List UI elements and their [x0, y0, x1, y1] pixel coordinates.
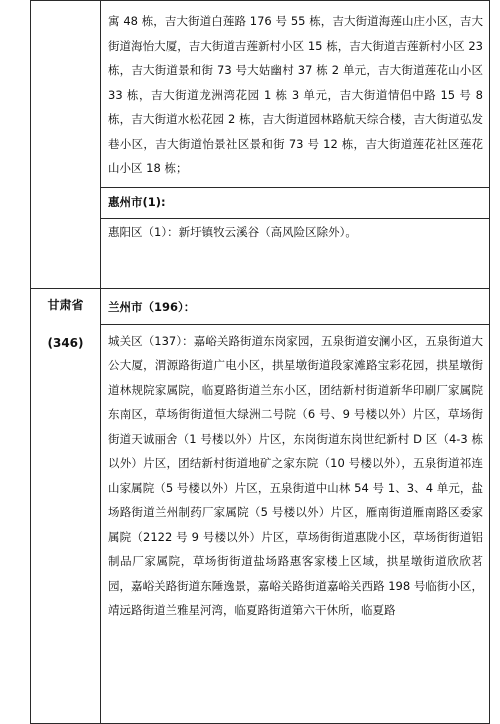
city-divider — [101, 187, 489, 188]
gansu-row — [31, 289, 490, 724]
risk-area-table — [30, 0, 490, 724]
gansu-content-cell — [101, 289, 490, 724]
guangdong-content-cell — [101, 1, 490, 289]
province-count: (346) — [47, 336, 84, 350]
province-cell-empty — [31, 1, 101, 289]
huizhou-city-label: 惠州市(1): — [108, 194, 166, 209]
city-divider — [101, 324, 489, 325]
city-divider — [101, 218, 489, 219]
lanzhou-city-label: 兰州市（196）： — [108, 300, 196, 314]
zhuhai-paragraph: 寓 48 栋，吉大街道白莲路 176 号 55 栋，吉大街道海莲山庄小区，吉大街道海怡大厦，吉大街道吉莲新村小区 15 栋，吉大街道吉莲新村小区 23 栋，吉大街道景和街 73 号大姑幽村 37 栋 2 单元，吉大街道莲花山小区 33 栋，吉大街道龙洲湾花园 1 栋 3 单元，吉大街道情侣中路 15 号 8 栋，吉大街道水松花园 2 栋，吉大街道园林路航天综合楼，吉大街道弘发巷小区，吉大街道怡景社区景和街 73 号 12 栋，吉大街道莲花社区莲花山小区 18 栋； — [108, 14, 483, 175]
guangdong-row — [31, 1, 490, 289]
huizhou-paragraph: 惠阳区（1）：新圩镇牧云溪谷（高风险区除外）。 — [108, 225, 357, 239]
chengguan-paragraph: 城关区（137）：嘉峪关路街道东岗家园，五泉街道安澜小区，五泉街道大公大厦，渭源路街道广电小区，拱星墩街道段家滩路宝彩花园，拱星墩街道林规院家属院，临夏路街道兰东小区，团结新村街道新华印刷厂家属院东南区，草场街街道恒大绿洲二号院（6 号、9 号楼以外）片区，草场街街道天诚丽舍（1 号楼以外）片区，东岗街道东岗世纪新村 D 区（4-3 栋以外）片区，团结新村街道地矿之家东院（10 号楼以外），五泉街道祁连山家属院（5 号楼以外）片区，五泉街道中山林 54 号 1、3、4 单元，盐场路街道兰州制药厂家属院（5 号楼以外）片区，雁南街道雁南路区委家属院（2122 号 9 号楼以外）片区，草场街街道惠陇小区，草场街街道铝制品厂家属院，草场街街道盐场路惠客家楼上区域，拱星墩街道欣欣茗园，嘉峪关路街道东陲逸景，嘉峪关路街道嘉峪关西路 198 号临街小区，靖远路街道兰雅星河湾，临夏路街道第六干休所，临夏路 — [108, 333, 483, 617]
province-name: 甘肃省 — [47, 298, 84, 312]
province-cell — [31, 289, 101, 724]
